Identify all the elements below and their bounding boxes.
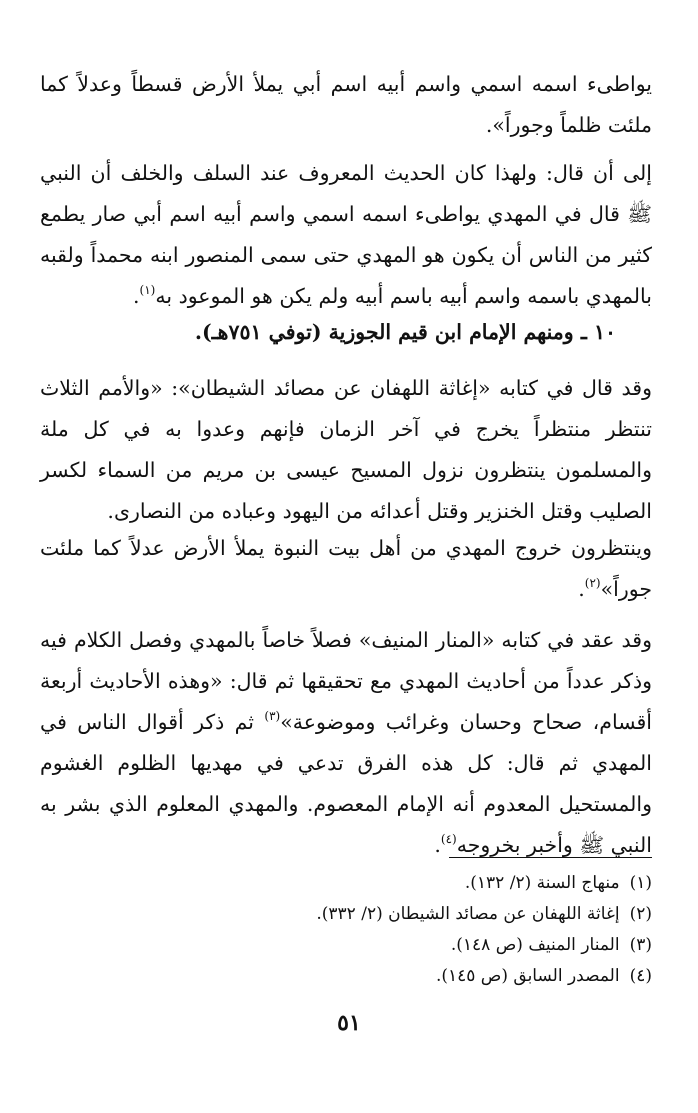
paragraph-2	[40, 153, 652, 317]
footnote-ref-3: (٣)	[264, 709, 281, 723]
paragraph-1	[40, 64, 652, 146]
paragraph-4-end: .	[578, 577, 585, 601]
footnote-text: المصدر السابق (ص ١٤٥).	[435, 966, 620, 986]
footnotes-list	[40, 868, 652, 992]
footnote-text: إغاثة اللهفان عن مصائد الشيطان (٢/ ٣٣٢).	[316, 904, 620, 924]
footnote-ref-1: (١)	[139, 283, 156, 297]
paragraph-5-text-a: وقد عقد في كتابه «المنار المنيف» فصلاً خاصاً بالمهدي وفصل الكلام فيه وذكر عدداً من أحاديث المهدي مع تحقيقها ثم قال: «وهذه الأحاديث أربعة أقسام، صحاح وحسان وغرائب وموضوعة»	[40, 628, 652, 734]
footnote-item	[40, 961, 652, 992]
footnote-item	[40, 899, 652, 930]
footnote-ref-2: (٢)	[584, 576, 601, 590]
paragraph-5	[40, 620, 652, 866]
paragraph-2-end: .	[133, 284, 140, 308]
paragraph-2-text: إلى أن قال: ولهذا كان الحديث المعروف عند السلف والخلف أن النبي ﷺ قال في المهدي يواطىء اسمه اسمي واسم أبيه اسم أبي صار يطمع كثير من الناس أن يكون هو المهدي حتى سمى المنصور ابنه محمداً ولقبه بالمهدي باسمه واسم أبيه باسم أبيه ولم يكن هو الموعود به	[40, 161, 652, 308]
footnote-item	[40, 930, 652, 961]
paragraph-4	[40, 528, 652, 610]
footnote-ref-4: (٤)	[440, 832, 457, 846]
footnote-number: (٣)	[629, 935, 652, 955]
paragraph-3	[40, 368, 652, 532]
footnote-number: (١)	[629, 873, 652, 893]
footnote-text: المنار المنيف (ص ١٤٨).	[450, 935, 620, 955]
paragraph-1-text: يواطىء اسمه اسمي واسم أبيه اسم أبي يملأ الأرض قسطاً وعدلاً كما ملئت ظلماً وجوراً».	[40, 72, 652, 137]
footnote-text: منهاج السنة (٢/ ١٣٢).	[464, 873, 620, 893]
paragraph-5-text-b: ثم ذكر أقوال الناس في المهدي ثم قال: كل هذه الفرق تدعي في مهديها الظلوم الغشوم والمستحيل المعدوم أنه الإمام المعصوم. والمهدي المعلوم الذي بشر به النبي ﷺ وأخبر بخروجه	[40, 710, 652, 857]
paragraph-4-text: وينتظرون خروج المهدي من أهل بيت النبوة يملأ الأرض عدلاً كما ملئت جوراً»	[40, 536, 652, 601]
page-number: ٥١	[337, 1010, 361, 1036]
footnote-number: (٤)	[629, 966, 652, 986]
section-heading: ١٠ ـ ومنهم الإمام ابن قيم الجوزية (توفي ٧٥١هـ).	[194, 320, 616, 344]
paragraph-5-end: .	[434, 833, 441, 857]
footnote-item	[40, 868, 652, 899]
paragraph-3-text: وقد قال في كتابه «إغاثة اللهفان عن مصائد الشيطان»: «والأمم الثلاث تنتظر منتظراً يخرج في آخر الزمان فإنهم وعدوا به في كل ملة والمسلمون ينتظرون نزول المسيح عيسى بن مريم من السماء لكسر الصليب وقتل الخنزير وقتل أعدائه من اليهود وعباده من النصارى.	[40, 376, 652, 523]
footnote-divider	[449, 857, 652, 858]
footnote-number: (٢)	[629, 904, 652, 924]
